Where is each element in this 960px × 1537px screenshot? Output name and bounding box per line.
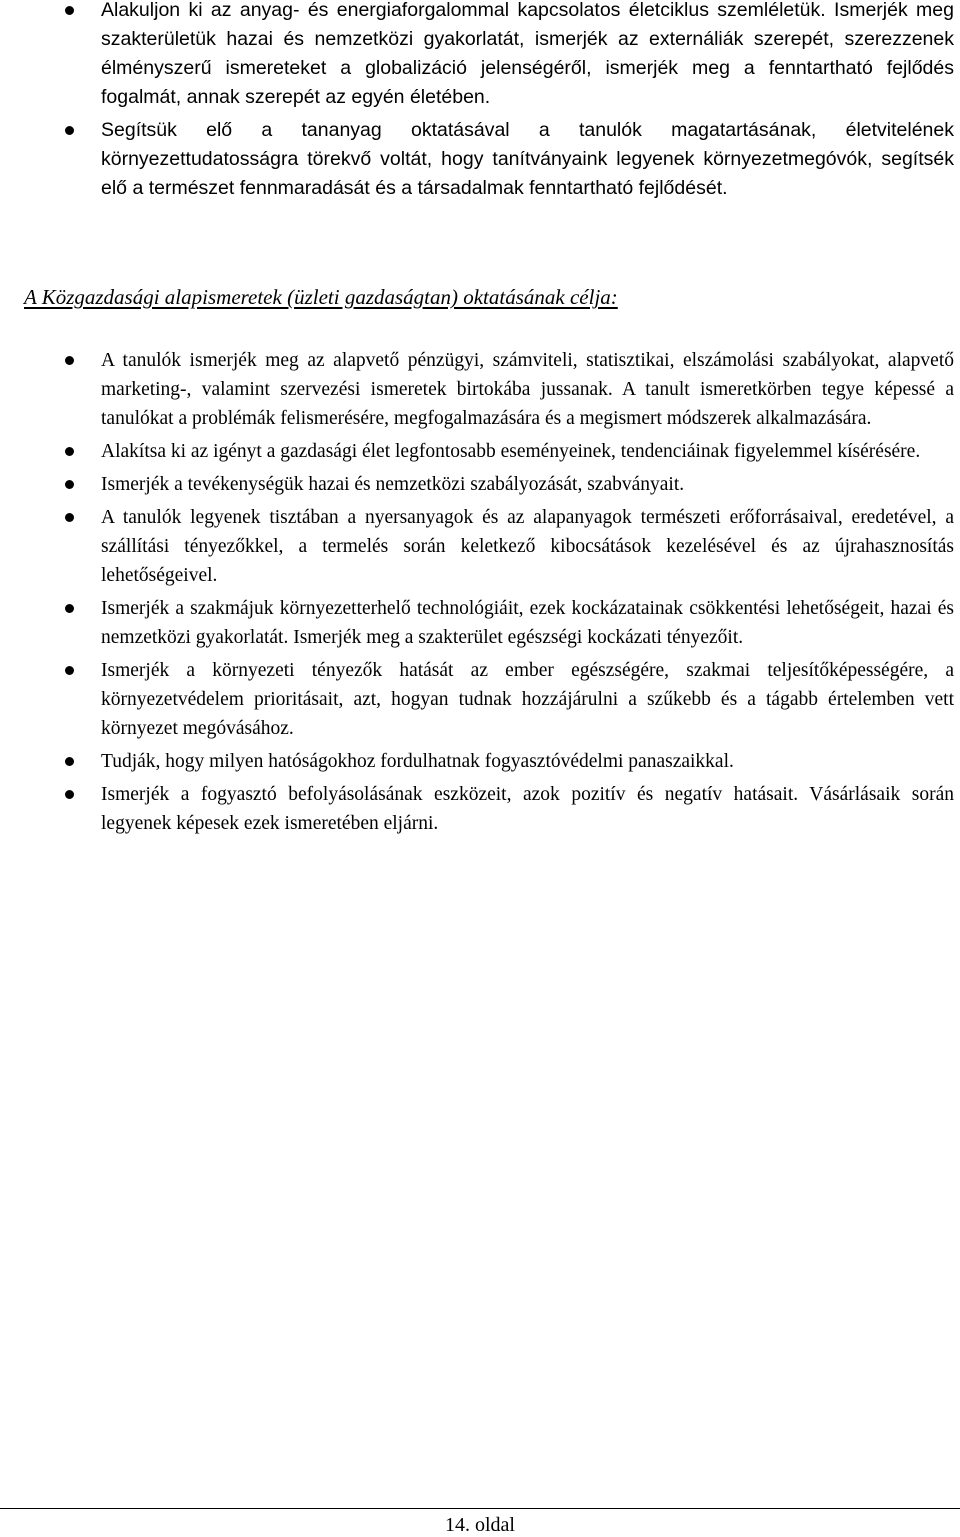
list-item-text: Ismerjék a fogyasztó befolyásolásának eszközeit, azok pozitív és negatív hatásait. Vásárlásaik során legyenek képesek ezek ismeretében eljárni. (101, 784, 954, 834)
list-item-text: Ismerjék a környezeti tényezők hatását az ember egészségére, szakmai teljesítőképességére, a környezetvédelem prioritásait, azt, hogyan tudnak hozzájárulni a szűkebb és a tágabb értelemben vett környezet megóvásához. (101, 660, 954, 739)
list-item-text: Ismerjék a szakmájuk környezetterhelő technológiáit, ezek kockázatainak csökkentési lehetőségeit, hazai és nemzetközi gyakorlatát. Ismerjék meg a szakterület egészségi kockázati tényezőit. (101, 598, 954, 648)
list-item-text: A tanulók legyenek tisztában a nyersanyagok és az alapanyagok természeti erőforrásaival, eredetével, a szállítási tényezőkkel, a termelés során keletkező kibocsátások kezelésével és az újrahasznosítás lehetőségeivel. (101, 507, 954, 586)
list-item-text: Segítsük elő a tananyag oktatásával a tanulók magatartásának, életvitelének környezettudatosságra törekvő voltát, hogy tanítványaink legyenek környezetmegóvók, segítsék elő a természet fennmaradását és a társadalmak fenntartható fejlődését. (101, 119, 954, 199)
list-item (0, 0, 960, 112)
bullet-icon (65, 6, 74, 15)
section-heading: A Közgazdasági alapismeretek (üzleti gazdaságtan) oktatásának célja: (24, 285, 618, 309)
page-number: 14. oldal (445, 1514, 515, 1536)
list-item-text: Alakuljon ki az anyag- és energiaforgalommal kapcsolatos életciklus szemléletük. Ismerjék meg szakterületük hazai és nemzetközi gyakorlatát, ismerjék az externáliák szerepét, szerezzenek élményszerű ismereteket a globalizáció jelenségéről, ismerjék meg a fenntartható fejlődés fogalmát, annak szerepét az egyén életében. (101, 0, 954, 108)
list-item (0, 503, 960, 590)
list-item-text: Tudják, hogy milyen hatóságokhoz fordulhatnak fogyasztóvédelmi panaszaikkal. (101, 751, 734, 772)
list-item (0, 116, 960, 203)
bullet-icon (65, 480, 74, 489)
economics-goals-list (0, 346, 960, 838)
list-item-text: Alakítsa ki az igényt a gazdasági élet legfontosabb eseményeinek, tendenciáinak figyelemmel kísérésére. (101, 441, 921, 462)
bullet-icon (65, 790, 74, 799)
list-item (0, 470, 960, 499)
list-item (0, 780, 960, 838)
bullet-icon (65, 513, 74, 522)
list-item-text: Ismerjék a tevékenységük hazai és nemzetközi szabályozását, szabványait. (101, 474, 685, 495)
bullet-icon (65, 356, 74, 365)
list-item (0, 747, 960, 776)
list-item (0, 656, 960, 743)
bullet-icon (65, 666, 74, 675)
list-item (0, 346, 960, 433)
list-item (0, 437, 960, 466)
footer-divider (0, 1508, 960, 1509)
bullet-icon (65, 604, 74, 613)
bullet-icon (65, 757, 74, 766)
list-item-text: A tanulók ismerjék meg az alapvető pénzügyi, számviteli, statisztikai, elszámolási szabályokat, alapvető marketing-, valamint szervezési ismeretek birtokába jussanak. A tanult ismeretkörben tegye képessé a tanulókat a problémák felismerésére, megfogalmazására és a megismert módszerek alkalmazására. (101, 350, 954, 429)
environment-goals-list (0, 0, 960, 203)
bullet-icon (65, 126, 74, 135)
list-item (0, 594, 960, 652)
bullet-icon (65, 447, 74, 456)
